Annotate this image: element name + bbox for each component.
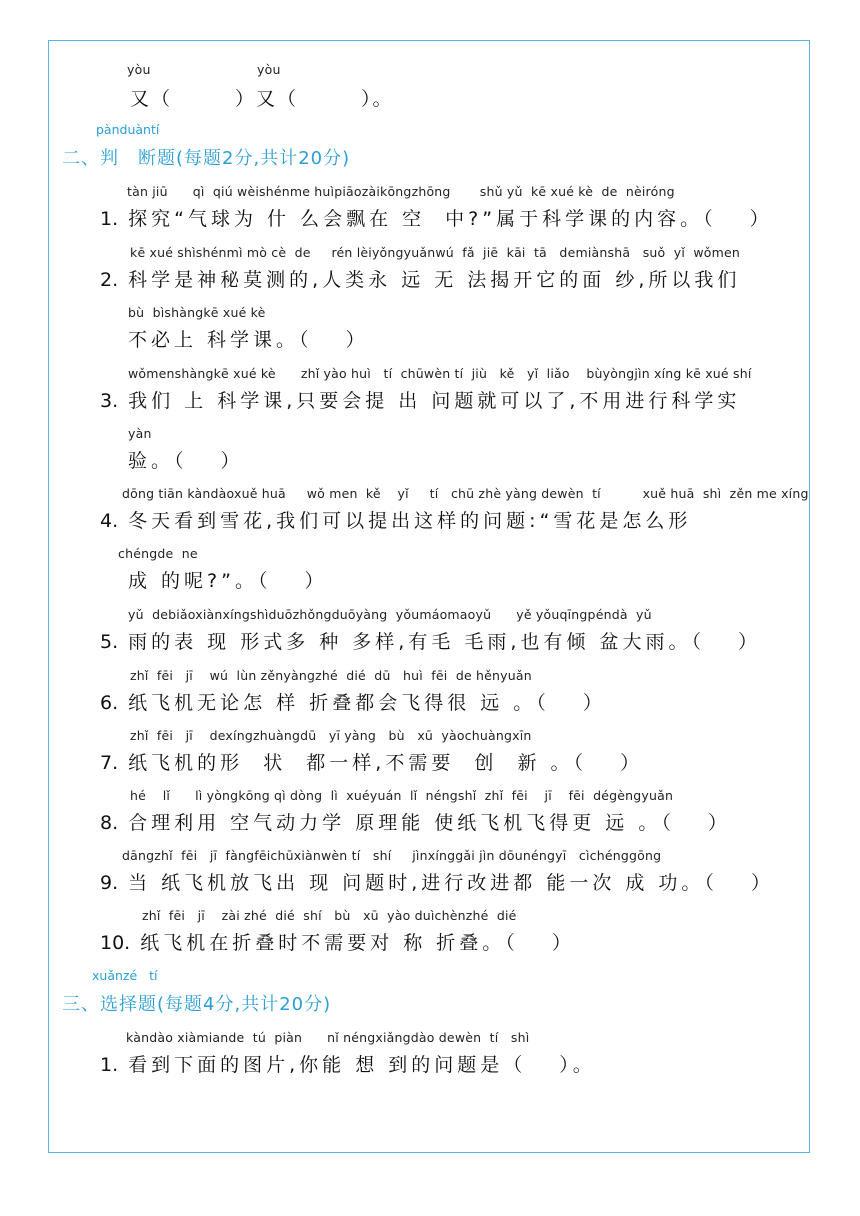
question-text: 雨的表 现 形式多 种 多样,有毛 毛雨,也有倾 盆大雨。（ ） [128, 631, 761, 653]
question-number: 4. [100, 510, 119, 532]
question-number: 1. [100, 1054, 119, 1076]
question-8 [100, 808, 731, 835]
question-pinyin: kàndào xiàmiande tú piàn nǐ néngxiǎngdào dewèn tí shì [126, 1030, 530, 1045]
question-pinyin: zhǐ fēi jī zài zhé dié shí bù xū yào duìchènzhé dié [142, 908, 517, 923]
question-text: 看到下面的图片,你能 想 到的问题是（ ）。 [128, 1054, 596, 1076]
question-pinyin: zhǐ fēi jī dexíngzhuàngdū yī yàng bù xū yàochuàngxīn [130, 728, 532, 743]
question-text: 我们 上 科学课,只要会提 出 问题就可以了,不用进行科学实 [128, 390, 741, 412]
choice-question-1 [100, 1050, 596, 1077]
question-7 [100, 748, 643, 775]
question-number: 10. [100, 932, 131, 954]
question-text-continued: 验。（ ） [128, 450, 244, 472]
question-text: 合理利用 空气动力学 原理能 使纸飞机飞得更 远 。（ ） [128, 812, 731, 834]
question-10 [100, 928, 575, 955]
question-pinyin: yǔ debiǎoxiànxíngshìduōzhǒngduōyàng yǒumáomaoyǔ yě yǒuqīngpéndà yǔ [128, 607, 652, 622]
question-number: 5. [100, 631, 119, 653]
question-number: 2. [100, 269, 119, 291]
question-number: 1. [100, 208, 119, 230]
question-pinyin: tàn jiū qì qiú wèishénme huìpiāozàikōngzhōng shǔ yǔ kē xué kè de nèiróng [127, 184, 675, 199]
question-4 [100, 506, 691, 533]
question-text: 纸飞机的形 状 都一样,不需要 创 新 。（ ） [128, 752, 644, 774]
section-heading: 三、选择题(每题4分,共计20分) [62, 994, 332, 1015]
question-pinyin: chéngde ne [118, 546, 198, 561]
question-3 [100, 386, 740, 413]
question-pinyin: dōng tiān kàndàoxuě huā wǒ men kě yǐ tí chū zhè yàng dewèn tí xuě huā shì zěn me xíng [122, 486, 809, 501]
question-6 [100, 688, 606, 715]
question-number: 9. [100, 872, 119, 894]
question-pinyin: dāngzhǐ fēi jī fàngfēichūxiànwèn tí shí jìnxínggǎi jìn dōunéngyī cìchénggōng [122, 848, 662, 863]
question-5 [100, 627, 761, 654]
question-text: 纸飞机在折叠时不需要对 称 折叠。（ ） [140, 932, 575, 954]
question-text-continued: 成 的呢?”。（ ） [128, 570, 328, 592]
question-text: 探究“气球为 什 么会飘在 空 中?”属于科学课的内容。（ ） [128, 208, 773, 230]
pinyin-line: yòu [127, 62, 151, 77]
question-text: 当 纸飞机放飞出 现 问题时,进行改进都 能一次 成 功。（ ） [128, 872, 774, 894]
question-2 [100, 265, 740, 292]
question-1 [100, 204, 773, 231]
intro-text: 又（ ）又（ ）。 [130, 88, 394, 110]
question-pinyin: zhǐ fēi jī wú lùn zěnyàngzhé dié dū huì fēi de hěnyuǎn [130, 668, 532, 683]
question-pinyin: bù bìshàngkē xué kè [128, 305, 266, 320]
question-text: 纸飞机无论怎 样 折叠都会飞得很 远 。（ ） [128, 692, 606, 714]
section-heading: 二、判 断题(每题2分,共计20分) [62, 148, 351, 169]
question-pinyin: kē xué shìshénmì mò cè de rén lèiyǒngyuǎnwú fǎ jiē kāi tā demiànshā suǒ yǐ wǒmen [130, 245, 741, 260]
question-pinyin: wǒmenshàngkē xué kè zhǐ yào huì tí chūwèn tí jiù kě yǐ liǎo bùyòngjìn xíng kē xué shí [128, 366, 752, 381]
pinyin-line: yòu [257, 62, 281, 77]
question-number: 3. [100, 390, 119, 412]
section-heading-pinyin: xuǎnzé tí [92, 968, 158, 983]
question-text: 冬天看到雪花,我们可以提出这样的问题:“雪花是怎么形 [128, 510, 692, 532]
question-number: 7. [100, 752, 119, 774]
question-number: 8. [100, 812, 119, 834]
question-9 [100, 868, 774, 895]
question-pinyin: yàn [128, 426, 152, 441]
section-heading-pinyin: pànduàntí [96, 122, 160, 137]
question-text: 科学是神秘莫测的,人类永 远 无 法揭开它的面 纱,所以我们 [128, 269, 741, 291]
question-number: 6. [100, 692, 119, 714]
question-text-continued: 不必上 科学课。（ ） [128, 329, 369, 351]
question-pinyin: hé lǐ lì yòngkōng qì dòng lì xuéyuán lǐ néngshǐ zhǐ fēi jī fēi dégèngyuǎn [130, 788, 674, 803]
